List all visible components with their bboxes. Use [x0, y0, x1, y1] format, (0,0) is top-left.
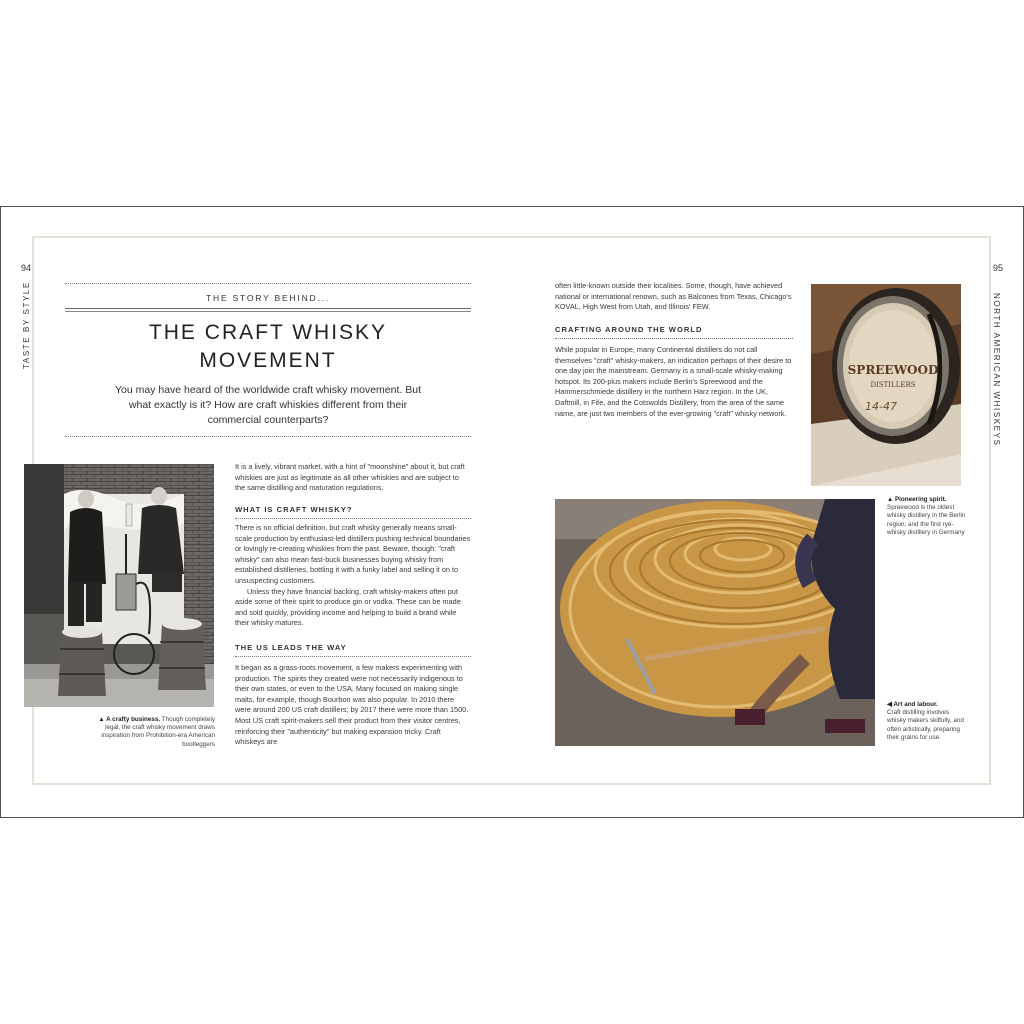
lead-paragraph: It is a lively, vibrant market, with a hint of "moonshine" about it, but craft whiskies are just as legitimate as all other whiskies and are subject to the same distilling and maturation regulations. [235, 462, 465, 493]
title-line-1: THE CRAFT WHISKY [148, 321, 388, 344]
kicker: THE STORY BEHIND... [206, 293, 330, 303]
rule-under-kicker [65, 308, 471, 309]
intro-text: You may have heard of the worldwide craft whisky movement. But what exactly is it? How are craft whiskies different from their commercial counterparts? [114, 384, 421, 426]
grain-caption [887, 701, 967, 742]
barrel-photo [811, 284, 961, 486]
rule-section1 [235, 518, 471, 519]
continued-paragraph: often little-known outside their localities. Some, though, have achieved national or international renown, such as Balcones from Texas, Chicago's KOVAL, High West from Utah, and Illinois' FEW. [555, 281, 792, 312]
grain-caption-title: ◀ Art and labour. [887, 701, 938, 708]
section3-body: While popular in Europe, many Continental distillers do not call themselves "craft" whisky-makers, an indication perhaps of their desire to one day join the mainstream. Germany is a small-scale whisky-making hotspot. Its 200-plus makers include Berlin's Spreewood and the Hammerschmiede distillery in the northern Harz region. In the UK, Daftmill, in Fife, and the Cotswolds Distillery, from the area of the same name, are just two members of the ever-growing "craft" whisky network. [555, 345, 792, 418]
section1-paragraph-2: Unless they have financial backing, craft whisky-makers often put aside some of their spirit to produce gin or vodka. These can be made and sold quickly, providing income and helping to build a brand while their whisky matures. [235, 586, 461, 628]
rule-under-intro [65, 436, 471, 437]
barrel-caption-text: Spreewood is the oldest whisky distillery in the Berlin region, and the first rye-whisky distillery in Germany [887, 504, 966, 536]
section-heading-us-leads: THE US LEADS THE WAY [235, 643, 347, 652]
left-page-number: 94 [21, 263, 32, 273]
title-line-2: MOVEMENT [199, 349, 337, 372]
rule-section3 [555, 338, 793, 339]
section2-body: It began as a grass-roots movement, a few makers experimenting with production. The spirits they created were not necessarily indigenous to their own states, or even to the USA. Many focused on making single malts, for example, though Bourbon was also popular. In 2010 there were around 200 US craft distillers; by 2017 there were more than 1500. Most US craft spirit-makers sell their product from their visitor centres, reinforcing their "authenticity" but making expansion tricky. Craft whiskeys are [235, 663, 469, 747]
page-title [65, 319, 471, 375]
barrel-label-sub: DISTILLERS [870, 381, 916, 389]
section1-body [235, 523, 471, 629]
bootleggers-photo [24, 464, 214, 707]
section-heading-what-is-craft: WHAT IS CRAFT WHISKY? [235, 505, 353, 514]
section-heading-crafting-world: CRAFTING AROUND THE WORLD [555, 325, 703, 334]
bootleggers-caption-title: ▲ A crafty business. [98, 716, 161, 723]
bootleggers-caption-text: Though completely legal, the craft whisky movement draws inspiration from Prohibition-era American bootleggers [101, 716, 215, 748]
right-page-number: 95 [993, 263, 1004, 273]
left-running-head: TASTE BY STYLE [22, 281, 31, 369]
barrel-caption-title: ▲ Pioneering spirit. [887, 496, 947, 503]
section1-paragraph-1: There is no official definition, but craft whisky generally means small-scale production by enthusiast-led distillers pushing technical boundaries or lovingly re-creating whiskies from the past. Beware, though: "craft whisky" can also mean fast-buck businesses buying whisky from established distilleries, bottling it with a funky label and selling it on to unsuspecting customers. [235, 523, 471, 585]
rule-top [65, 283, 471, 284]
barrel-chalk-number: 14-47 [865, 400, 897, 413]
rule-section2 [235, 656, 471, 657]
barrel-caption [887, 496, 967, 537]
barrel-label-name: SPREEWOOD [847, 363, 939, 377]
right-running-head: NORTH AMERICAN WHISKEYS [992, 293, 1001, 447]
grain-caption-text: Craft distilling involves whisky makers skilfully, and often artistically, preparing their grains for use. [887, 709, 964, 741]
rule-under-kicker-2 [65, 311, 471, 312]
book-spread [0, 206, 1024, 818]
grain-raking-photo [555, 499, 875, 746]
bootleggers-caption [97, 716, 215, 749]
